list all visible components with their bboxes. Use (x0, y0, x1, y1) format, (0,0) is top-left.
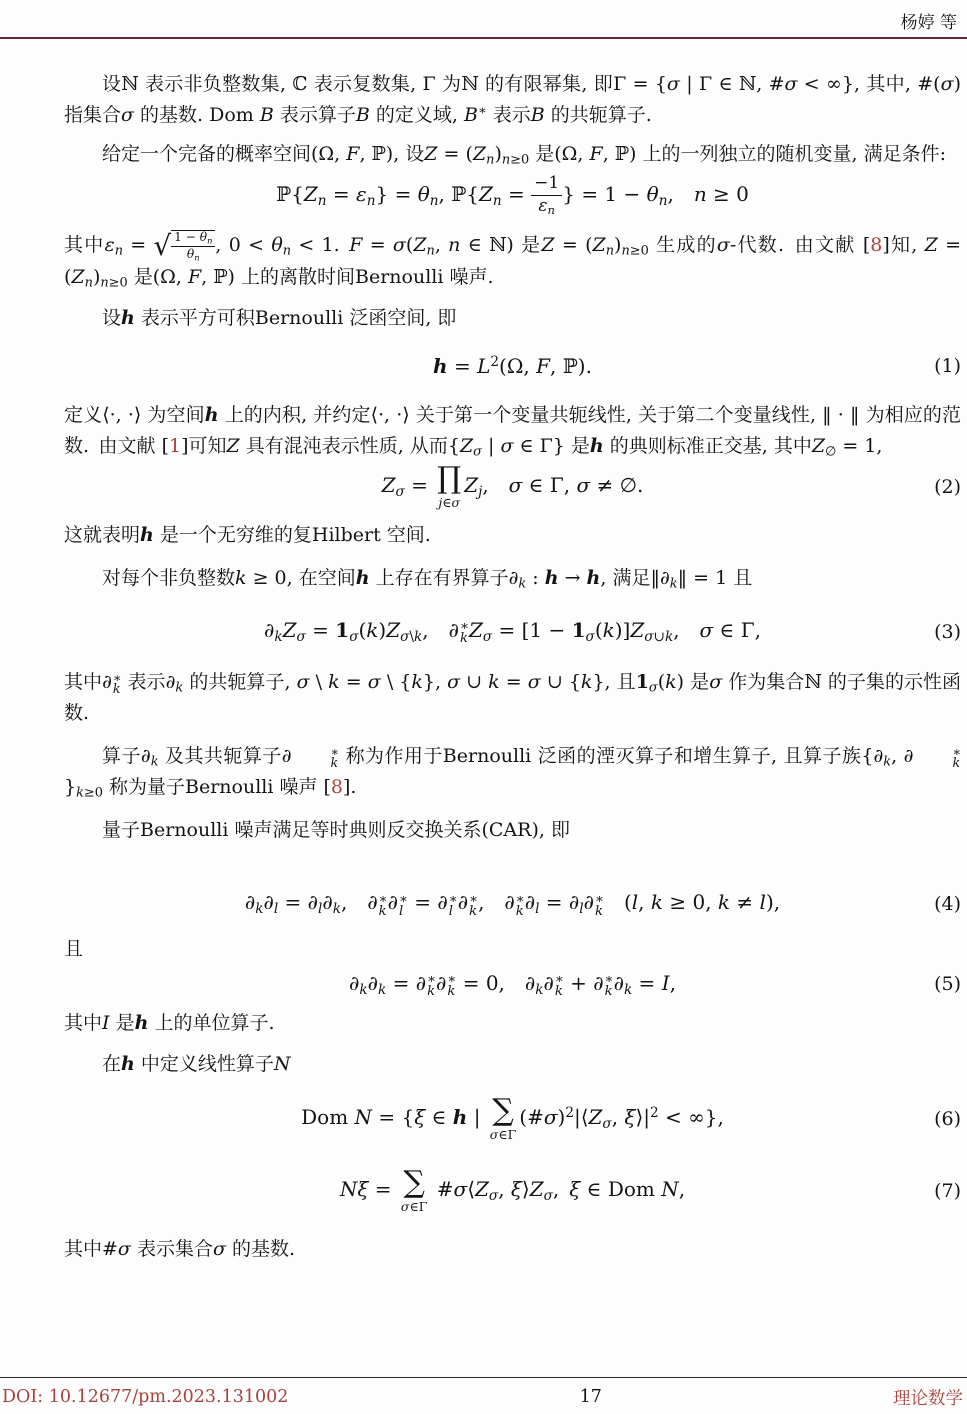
paragraph-adjoint-explanation: 其中∂ ∗ k 表示$\partial_k$ 的共轭算子, σ \ k = σ \ {k}, σ ∪ k = σ ∪ {k}, 且$1_\sigma(k)$ 是σ 作为集合ℕ 的子集的示性函数. (64, 670, 962, 725)
paragraph-and: 且 (64, 937, 84, 960)
equation-body: $\partial_k\partial_k$ = ∂ ∗ k ∂ ∗ k = 0, $\partial_k\partial$ ∗ k + ∂ ∗ k $\partial_k = I$, (349, 970, 676, 1000)
running-head-author: 杨婷 等 (900, 13, 957, 33)
equation-6 (64, 1093, 961, 1143)
equation-5 (64, 971, 961, 998)
equation-body: $\partial_kZ_\sigma = 1_\sigma(k)Z_{\sigma\backslash k}$, ∂ ∗ k $Z_\sigma = [1 - 1_\sigma(k)]Z_{\sigma\cup k}$, σ ∈ Γ, (264, 617, 761, 647)
paragraph-probability-space: 给定一个完备的概率空间(Ω, F, ℙ), 设$Z = (Z_n)_{n\ge 0}$ 是(Ω, F, ℙ) 上的一列独立的随机变量, 满足条件: (102, 143, 946, 168)
page-header (0, 0, 967, 39)
equation-7 (64, 1164, 961, 1214)
paragraph-notation-sets: 设ℕ 表示非负整数集, ℂ 表示复数集, Γ 为ℕ 的有限幂集, 即Γ = {σ | Γ ∈ ℕ, #σ < ∞}, 其中, #(σ) 指集合σ 的基数. Dom B 表示算子B 的定义域, B∗ 表示B 的共轭算子. (64, 73, 961, 126)
page-number: 17 (579, 1387, 602, 1407)
equation-unnumbered-distribution (64, 174, 961, 216)
paragraph-define-operator-n: 在h 中定义线性算子N (102, 1053, 291, 1076)
equation-body: $Z_\sigma$ = ∏ j∈σ $Z_j$, σ ∈ Γ, σ ≠ ∅. (381, 461, 644, 511)
paragraph-bernoulli-functional-space: 设h 表示平方可积Bernoulli 泛函空间, 即 (102, 307, 457, 330)
equation-body: Nξ = ∑ σ∈Γ $\#\sigma⟨Z_\sigma$, $\xi⟩Z_\sigma$, ξ ∈ Dom N, (339, 1164, 686, 1214)
citation-link[interactable]: 1 (169, 435, 182, 458)
equation-body: $\partial_k\partial_l = \partial_l\partial_k$, ∂ ∗ k ∂ ∗ l = ∂ ∗ l ∂ ∗ k , ∂ ∗ k $\partial_l = \partial_l\partial$ ∗ k (l, k ≥ 0, k ≠ l), (244, 890, 781, 919)
paragraph-car-intro: 量子Bernoulli 噪声满足等时典则反交换关系(CAR), 即 (102, 819, 570, 842)
journal-name-link[interactable]: 理论数学 (892, 1388, 963, 1409)
doi-link[interactable]: DOI: 10.12677/pm.2023.131002 (2, 1387, 289, 1407)
paragraph-cardinality: 其中#σ 表示集合σ 的基数. (64, 1237, 296, 1260)
page-body (0, 39, 967, 1377)
paragraph-epsilon-definition: 其中$\varepsilon_n$ = √ $\frac{1 - \theta_n}{\theta_n}$ , $0 < \theta_n < 1$. $F = \sigma(Z_n$, n ∈ ℕ) 是$Z = (Z_n)_{n\ge 0}$ 生成的σ-代数. 由文献 [8]知, $Z = (Z_n)_{n\ge 0}$ 是(Ω, F, ℙ) 上的离散时间Bernoulli 噪声. (64, 230, 961, 291)
equation-4 (64, 890, 961, 917)
paragraph-annihilation-creation: 算子$\partial_k$ 及其共轭算子∂ ∗ k 称为作用于Bernoulli 泛函的湮灭算子和增生算子, 且算子族{$\partial_k$, ∂ ∗ k }$_{k\ge 0}$ 称为量子Bernoulli 噪声 [8]. (64, 744, 961, 801)
paragraph-inner-product: 定义⟨·, ·⟩ 为空间h 上的内积, 并约定⟨·, ·⟩ 关于第一个变量共轭线性, 关于第二个变量线性, ‖ · ‖ 为相应的范数. 由文献 [1]可知Z 具有混沌表示性质, 从而{$Z_\sigma$ | σ ∈ Γ} 是h 的典则标准正交基, 其中$Z_\emptyset = 1$, (64, 404, 961, 460)
citation-link[interactable]: 8 (330, 776, 344, 799)
equation-body: Dom N = {ξ ∈ h | ∑ σ∈Γ $(\#\sigma)^2|⟨Z_\sigma$, $\xi⟩|^2$ < ∞}, (301, 1093, 724, 1143)
equation-number: (3) (934, 620, 961, 643)
equation-3 (64, 618, 961, 645)
paragraph-identity-operator: 其中I 是h 上的单位算子. (64, 1012, 275, 1035)
equation-body: $h = L^2(\Omega$, F, ℙ). (433, 354, 592, 379)
equation-number: (2) (934, 475, 961, 498)
equation-1 (64, 354, 961, 378)
page-footer (0, 1377, 967, 1414)
equation-number: (4) (934, 892, 961, 915)
citation-link[interactable]: 8 (870, 234, 883, 257)
equation-2 (64, 461, 961, 511)
paragraph-bounded-operators: 对每个非负整数k ≥ 0, 在空间h 上存在有界算子$\partial_k$ : h → h, 满足$‖\partial_k‖ = 1$ 且 (102, 566, 753, 592)
equation-body: $ℙ\{Z_n = \varepsilon_n\} = \theta_n$, $ℙ\{Z_n$ = $\frac{-1}{\varepsilon_n}$ } = $1 - \theta_n$, n ≥ 0 (276, 173, 749, 217)
equation-number: (1) (934, 355, 961, 378)
equation-number: (5) (934, 973, 961, 996)
paragraph-hilbert-space: 这就表明h 是一个无穷维的复Hilbert 空间. (64, 523, 431, 546)
equation-number: (6) (934, 1107, 961, 1130)
equation-number: (7) (934, 1179, 961, 1202)
